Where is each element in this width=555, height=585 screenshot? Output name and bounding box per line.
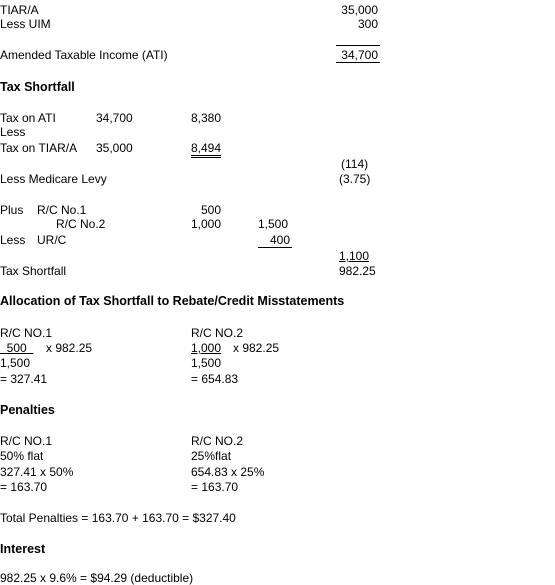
pen-col2-result: = 163.70 (191, 480, 239, 494)
tax-on-ati-label: Tax on ATI (0, 111, 56, 125)
uim-label: Less UIM (0, 17, 51, 31)
shortfall-total-label: Tax Shortfall (0, 264, 67, 278)
pen-col1-rate: 50% flat (0, 449, 44, 463)
net-rc-value: 1,100 (339, 249, 370, 263)
ati-label: Amended Taxable Income (ATI) (0, 48, 168, 62)
alloc-col2-numerator: 1,000 (191, 341, 222, 355)
medicare-label: Less Medicare Levy (0, 172, 107, 186)
less-label: Less (0, 125, 26, 139)
less-urc-label: Less (0, 233, 26, 247)
alloc-col2-result: = 654.83 (191, 372, 239, 386)
alloc-col1-numerator-value: 500 (6, 341, 27, 355)
shortfall-heading: Tax Shortfall (0, 80, 75, 94)
ati-value: 34,700 (341, 48, 378, 62)
alloc-col2-denominator: 1,500 (191, 356, 222, 370)
subtotal-rule (336, 45, 380, 46)
urc-value: 400 (270, 233, 291, 247)
rc1-value: 500 (201, 203, 222, 217)
pen-col1-result: = 163.70 (0, 480, 48, 494)
alloc-col1-denominator: 1,500 (0, 356, 31, 370)
pen-col2-calc: 654.83 x 25% (191, 465, 265, 479)
pen-col2-title: R/C NO.2 (191, 434, 244, 448)
uim-value: 300 (357, 17, 378, 31)
tiara-label: TIAR/A (0, 3, 39, 17)
rc2-value: 1,000 (191, 217, 222, 231)
total-penalties: Total Penalties = 163.70 + 163.70 = $327.40 (0, 511, 236, 525)
allocation-heading: Allocation of Tax Shortfall to Rebate/Credit Misstatements (0, 294, 345, 308)
urc-rule (258, 247, 292, 248)
rc1-label: R/C No.1 (37, 203, 87, 217)
tax-on-tiara-tax: 8,494 (191, 141, 221, 158)
tiara-value: 35,000 (341, 3, 378, 17)
rc-subtotal: 1,500 (258, 217, 289, 231)
alloc-col1-numerator (0, 341, 33, 355)
pen-col1-title: R/C NO.1 (0, 434, 53, 448)
plus-label: Plus (0, 203, 24, 217)
ati-rule (336, 62, 380, 63)
medicare-value: (3.75) (339, 172, 371, 186)
tax-on-tiara-amount: 35,000 (96, 141, 133, 155)
penalties-heading: Penalties (0, 403, 55, 417)
tax-on-ati-tax: 8,380 (191, 111, 222, 125)
shortfall-total-value: 982.25 (339, 264, 376, 278)
interest-heading: Interest (0, 542, 46, 556)
tax-on-ati-amount: 34,700 (96, 111, 133, 125)
diff-value: (114) (341, 157, 369, 171)
alloc-col2-title: R/C NO.2 (191, 326, 244, 340)
pen-col2-rate: 25%flat (191, 449, 232, 463)
rc2-label: R/C No.2 (56, 217, 106, 231)
urc-label: UR/C (37, 233, 67, 247)
alloc-col1-result: = 327.41 (0, 372, 48, 386)
alloc-col1-title: R/C NO.1 (0, 326, 53, 340)
tax-on-tiara-label: Tax on TIAR/A (0, 141, 78, 155)
interest-line: 982.25 x 9.6% = $94.29 (deductible) (0, 571, 194, 585)
alloc-col2-times: x 982.25 (233, 341, 280, 355)
alloc-col1-times: x 982.25 (46, 341, 93, 355)
pen-col1-calc: 327.41 x 50% (0, 465, 74, 479)
